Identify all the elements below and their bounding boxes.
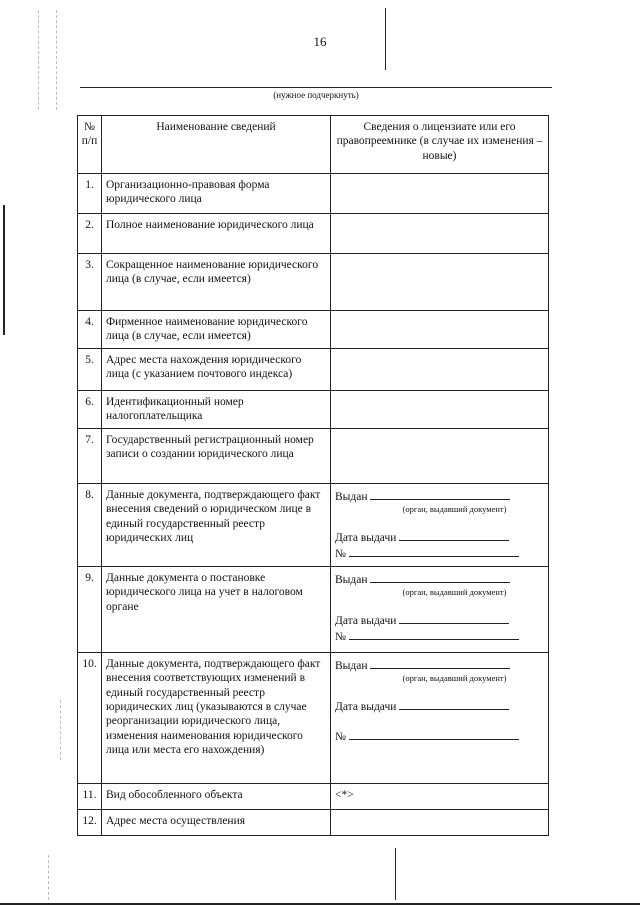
underline-note: (нужное подчеркнуть) xyxy=(273,90,359,100)
issue-date-label: Дата выдачи xyxy=(335,700,397,713)
row-value-cell[interactable]: <*> xyxy=(331,783,549,809)
row-num: 5. xyxy=(78,349,102,391)
row-name: Данные документа, подтверждающего факт внесения соответствующих изменений в единый государственный реестр юридических лиц (указываются в случае реорганизации юридического лица, изменения наименования юридического лица или места его нахождения) xyxy=(102,652,331,783)
table-row xyxy=(78,254,549,311)
issued-line xyxy=(335,488,544,504)
row-value-cell[interactable] xyxy=(331,429,549,484)
row-name: Полное наименование юридического лица xyxy=(102,214,331,254)
issued-label: Выдан xyxy=(335,573,368,586)
number-field[interactable] xyxy=(349,728,519,740)
header-num: № п/п xyxy=(78,116,102,174)
issued-line xyxy=(335,571,544,587)
row-num: 10. xyxy=(78,652,102,783)
row-value-cell[interactable] xyxy=(331,174,549,214)
number-line xyxy=(335,628,544,644)
issue-date-line xyxy=(335,698,544,714)
table-row xyxy=(78,652,549,783)
row-num: 8. xyxy=(78,484,102,567)
table-header-row xyxy=(78,116,549,174)
table-row xyxy=(78,214,549,254)
row-num: 12. xyxy=(78,809,102,835)
issue-date-line xyxy=(335,529,544,545)
row-num: 9. xyxy=(78,566,102,652)
table-row xyxy=(78,429,549,484)
issued-field[interactable] xyxy=(370,488,510,500)
row-value-cell[interactable] xyxy=(331,254,549,311)
row-num: 2. xyxy=(78,214,102,254)
row-name: Фирменное наименование юридического лица (в случае, если имеется) xyxy=(102,311,331,349)
issued-field[interactable] xyxy=(370,657,510,669)
row-num: 7. xyxy=(78,429,102,484)
header-name: Наименование сведений xyxy=(102,116,331,174)
row-value-cell[interactable] xyxy=(331,214,549,254)
scan-mark xyxy=(385,8,386,70)
binder-dots xyxy=(60,700,61,760)
row-value-cell[interactable] xyxy=(331,311,549,349)
row-name: Вид обособленного объекта xyxy=(102,783,331,809)
binder-dots xyxy=(48,855,49,900)
binder-dots xyxy=(38,10,39,110)
table-row xyxy=(78,484,549,567)
row-name: Государственный регистрационный номер записи о создании юридического лица xyxy=(102,429,331,484)
issuer-caption: (орган, выдавший документ) xyxy=(402,504,507,515)
row-name: Организационно-правовая форма юридического лица xyxy=(102,174,331,214)
table-row xyxy=(78,566,549,652)
row-name: Адрес места нахождения юридического лица (с указанием почтового индекса) xyxy=(102,349,331,391)
table-row xyxy=(78,311,549,349)
scan-mark xyxy=(395,848,396,900)
row-name: Сокращенное наименование юридического лица (в случае, если имеется) xyxy=(102,254,331,311)
number-line xyxy=(335,728,544,744)
number-field[interactable] xyxy=(349,628,519,640)
issued-line xyxy=(335,657,544,673)
issue-date-field[interactable] xyxy=(399,529,509,541)
row-value-cell[interactable] xyxy=(331,391,549,429)
row-value-cell xyxy=(331,484,549,567)
issued-field[interactable] xyxy=(370,571,510,583)
issued-label: Выдан xyxy=(335,491,368,503)
row-num: 6. xyxy=(78,391,102,429)
license-info-table xyxy=(77,115,549,836)
number-line xyxy=(335,545,544,561)
number-label: № xyxy=(335,631,346,644)
binder-mark xyxy=(3,205,5,335)
header-value: Сведения о лицензиате или его правопреемнике (в случае их изменения – новые) xyxy=(331,116,549,174)
row-value-cell xyxy=(331,566,549,652)
row-value-cell[interactable] xyxy=(331,349,549,391)
row-name: Данные документа о постановке юридического лица на учет в налоговом органе xyxy=(102,566,331,652)
table-row xyxy=(78,783,549,809)
number-label: № xyxy=(335,731,346,744)
row-name: Адрес места осуществления xyxy=(102,809,331,835)
table-row xyxy=(78,349,549,391)
row-num: 3. xyxy=(78,254,102,311)
page-number: 16 xyxy=(313,34,327,49)
row-num: 11. xyxy=(78,783,102,809)
issuer-caption: (орган, выдавший документ) xyxy=(402,587,507,598)
issue-date-field[interactable] xyxy=(399,698,509,710)
row-value-cell xyxy=(331,652,549,783)
table-row xyxy=(78,391,549,429)
row-num: 1. xyxy=(78,174,102,214)
top-rule xyxy=(80,87,552,88)
row-num: 4. xyxy=(78,311,102,349)
row-value-cell[interactable] xyxy=(331,809,549,835)
table-row xyxy=(78,809,549,835)
number-field[interactable] xyxy=(349,545,519,557)
issue-date-line xyxy=(335,612,544,628)
issuer-caption: (орган, выдавший документ) xyxy=(402,673,507,684)
issue-date-label: Дата выдачи xyxy=(335,614,397,627)
issued-label: Выдан xyxy=(335,659,368,672)
table-row xyxy=(78,174,549,214)
issue-date-label: Дата выдачи xyxy=(335,532,397,544)
issue-date-field[interactable] xyxy=(399,612,509,624)
number-label: № xyxy=(335,548,346,561)
row-name: Данные документа, подтверждающего факт внесения сведений о юридическом лице в единый государственный реестр юридических лиц xyxy=(102,484,331,567)
row-name: Идентификационный номер налогоплательщика xyxy=(102,391,331,429)
binder-dots xyxy=(56,10,57,110)
